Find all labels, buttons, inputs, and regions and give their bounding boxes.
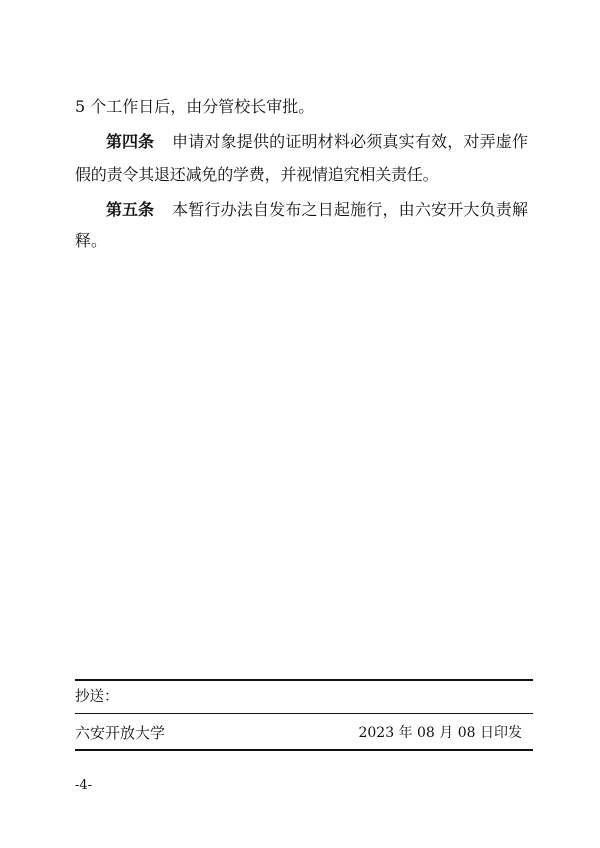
issue-date: 2023 年 08 月 08 日印发 — [358, 725, 522, 741]
article-5-line-2: 释。 — [75, 231, 108, 250]
article-4-line-1: 申请对象提供的证明材料必须真实有效，对弄虚作 — [172, 132, 528, 151]
continuation-line: 5 个工作日后，由分管校长审批。 — [75, 97, 315, 116]
footer-bottom-rule — [75, 749, 533, 751]
article-5-label: 第五条 — [106, 200, 155, 219]
footer-middle-rule — [75, 713, 533, 714]
footer-top-rule — [75, 679, 533, 681]
article-5-line-1: 本暂行办法自发布之日起施行，由六安开大负责解 — [172, 200, 528, 219]
article-4-line-2: 假的责令其退还减免的学费，并视情追究相关责任。 — [75, 165, 439, 184]
page-number: -4- — [75, 778, 93, 793]
article-4-label: 第四条 — [106, 132, 155, 151]
cc-label: 抄送： — [75, 689, 119, 705]
issuer-name: 六安开放大学 — [75, 724, 166, 742]
